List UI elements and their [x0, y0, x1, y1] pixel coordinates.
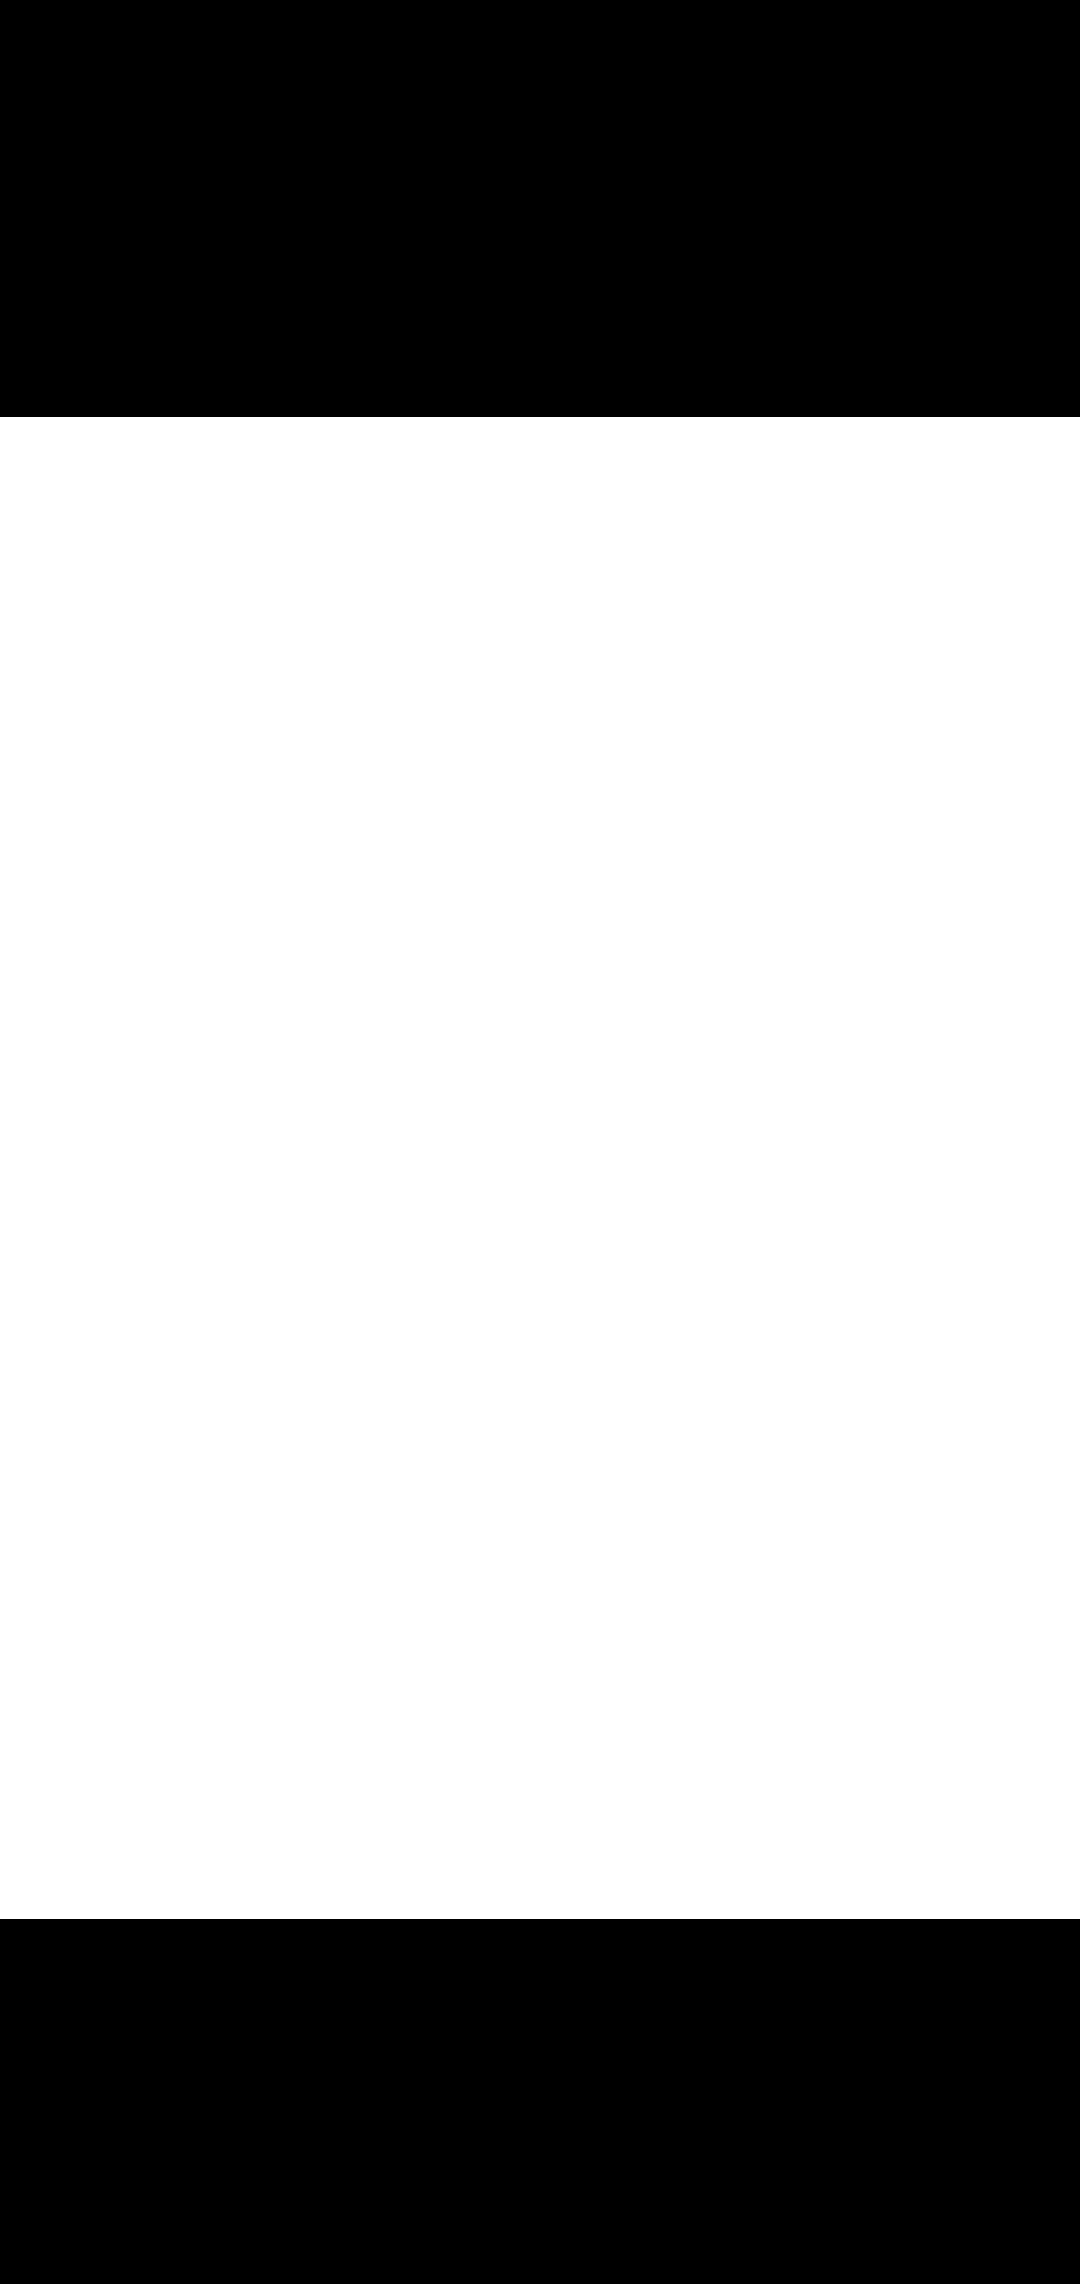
table-grid — [0, 417, 1080, 1919]
song-table — [0, 417, 1080, 1919]
